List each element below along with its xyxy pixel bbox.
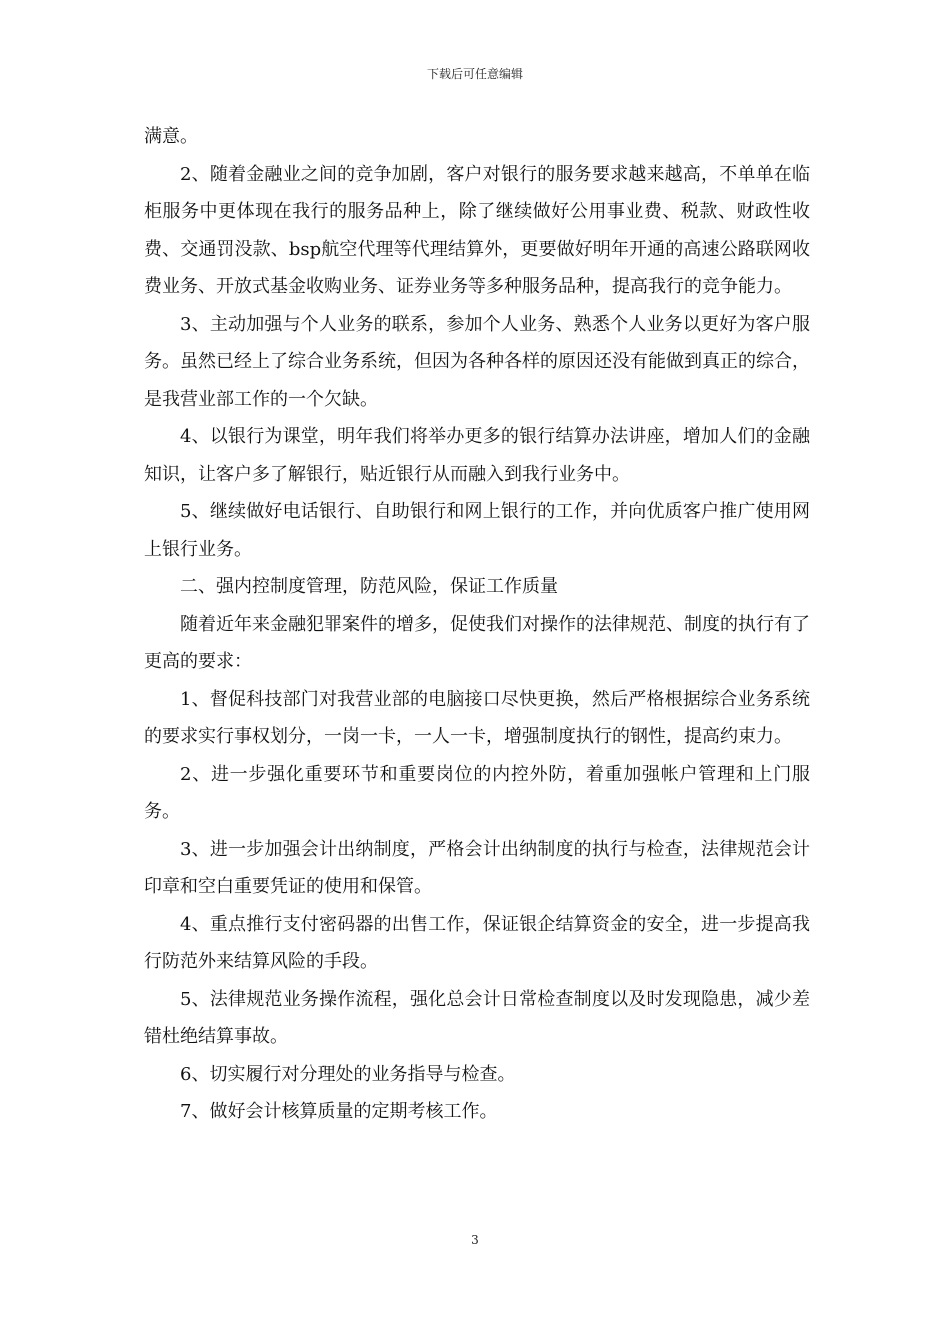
control-item-6: 6、切实履行对分理处的业务指导与检查。 [180,1063,516,1085]
control-item-5: 5、法律规范业务操作流程，强化总会计日常检查制度以及时发现隐患，减少差错杜绝结算事故。 [144,988,810,1047]
paragraph-continuation: 满意。 [144,126,198,147]
section-heading: 二、强内控制度管理，防范风险，保证工作质量 [180,576,558,597]
control-item-3: 3、进一步加强会计出纳制度，严格会计出纳制度的执行与检查，法律规范会计印章和空白重要凭证的使用和保管。 [144,838,810,897]
control-item-7: 7、做好会计核算质量的定期考核工作。 [180,1101,498,1122]
document-body [144,118,810,1131]
control-item-2: 2、进一步强化重要环节和重要岗位的内控外防，着重加强帐户管理和上门服务。 [144,763,810,822]
paragraph-item-2: 2、随着金融业之间的竞争加剧，客户对银行的服务要求越来越高，不单单在临柜服务中更体现在我行的服务品种上，除了继续做好公用事业费、税款、财政性收费、交通罚没款、bsp航空代理等代理结算外，更要做好明年开通的高速公路联网收费业务、开放式基金收购业务、证券业务等多种服务品种，提高我行的竞争能力。 [144,163,810,297]
paragraph-item-3: 3、主动加强与个人业务的联系，参加个人业务、熟悉个人业务以更好为客户服务。虽然已经上了综合业务系统，但因为各种各样的原因还没有能做到真正的综合，是我营业部工作的一个欠缺。 [144,313,810,410]
paragraph-item-5: 5、继续做好电话银行、自助银行和网上银行的工作，并向优质客户推广使用网上银行业务。 [144,501,810,560]
page-number: 3 [471,1233,479,1247]
page-header: 下载后可任意编辑 [426,67,523,81]
section-intro: 随着近年来金融犯罪案件的增多，促使我们对操作的法律规范、制度的执行有了更高的要求： [144,613,810,672]
control-item-1: 1、督促科技部门对我营业部的电脑接口尽快更换，然后严格根据综合业务系统的要求实行事权划分，一岗一卡，一人一卡，增强制度执行的钢性，提高约束力。 [144,688,810,747]
paragraph-item-4: 4、以银行为课堂，明年我们将举办更多的银行结算办法讲座，增加人们的金融知识，让客户多了解银行，贴近银行从而融入到我行业务中。 [144,426,810,485]
control-item-4: 4、重点推行支付密码器的出售工作，保证银企结算资金的安全，进一步提高我行防范外来结算风险的手段。 [144,913,810,972]
